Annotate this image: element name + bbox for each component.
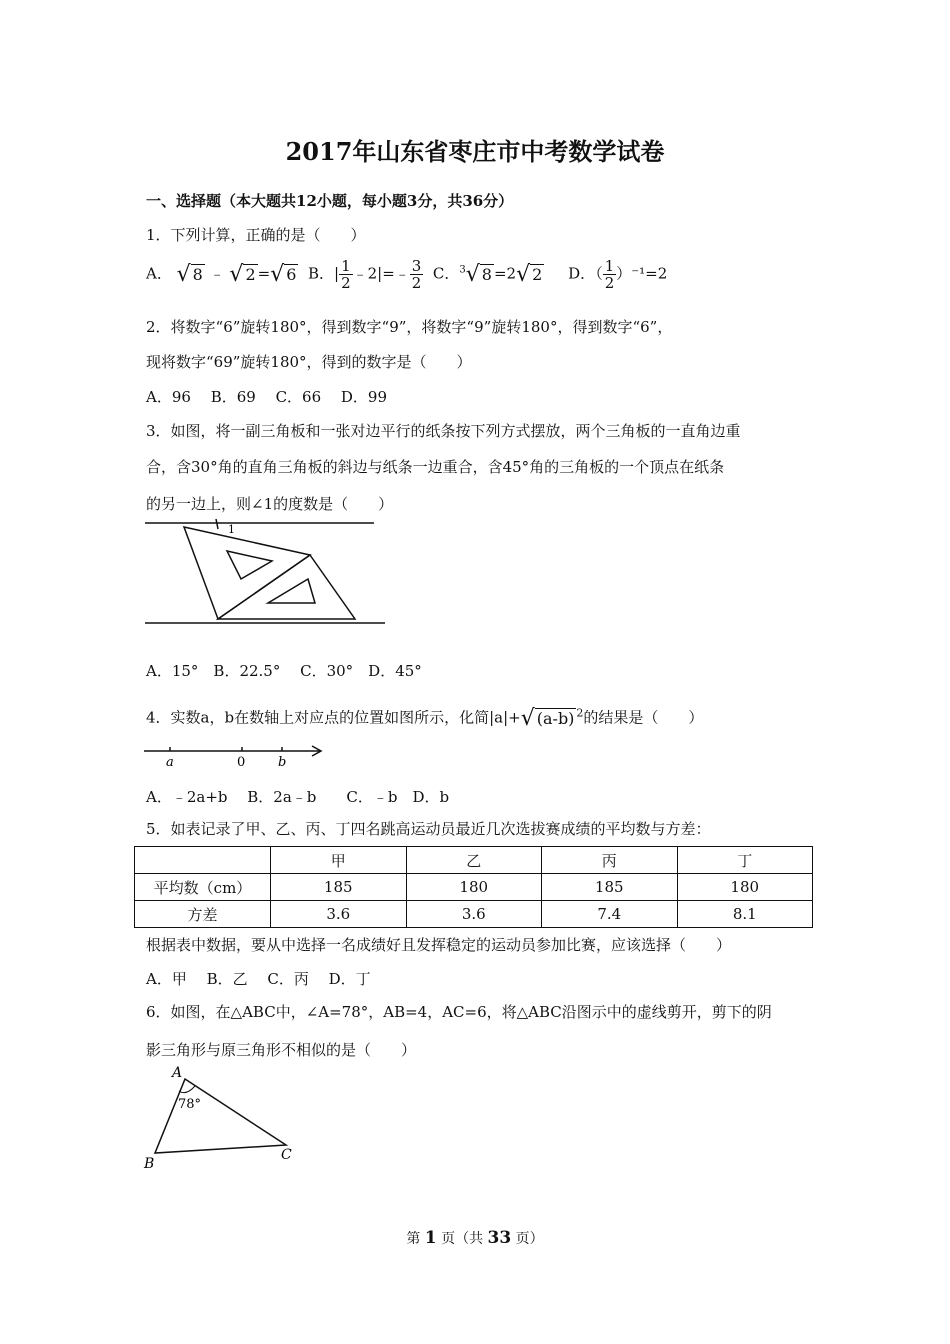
q3-options: A．15° B．22.5° C．30° D．45°	[146, 662, 422, 680]
equals: =	[257, 264, 271, 283]
table-cell: 3.6	[406, 901, 542, 928]
q4-options: A．﹣2a+b B．2a﹣b C．﹣b D．b	[146, 788, 450, 806]
table-header-cell: 丙	[542, 847, 678, 874]
q6-line1: 6．如图，在△ABC中，∠A=78°，AB=4，AC=6，将△ABC沿图示中的虚线剪开，剪下的阴	[146, 1003, 772, 1021]
table-cell: 7.4	[542, 901, 678, 928]
vertex-c-label: C	[281, 1147, 292, 1163]
table-header-cell	[135, 847, 271, 874]
page-number: 1	[424, 1228, 437, 1248]
footer-pre: 第	[406, 1231, 425, 1247]
minus: ﹣	[209, 264, 225, 283]
q6-line2: 影三角形与原三角形不相似的是（ ）	[146, 1041, 417, 1059]
table-cell: 8.1	[677, 901, 813, 928]
table-cell: 方差	[135, 901, 271, 928]
page-title: 2017年山东省枣庄市中考数学试卷	[285, 137, 665, 166]
table-cell: 180	[677, 874, 813, 901]
sqrt-2: √ 2	[229, 262, 256, 287]
q3-line1: 3．如图，将一副三角板和一张对边平行的纸条按下列方式摆放，两个三角板的一直角边重	[146, 422, 741, 440]
vertex-b-label: B	[144, 1156, 155, 1172]
sqrt-a-minus-b-squared: √ (a-b) $^2$	[520, 706, 584, 731]
number-line	[140, 742, 330, 772]
scores-table	[134, 846, 813, 928]
q5-options: A．甲 B．乙 C．丙 D．丁	[146, 970, 371, 988]
table-row	[135, 874, 813, 901]
vertex-a-label: A	[172, 1065, 183, 1081]
sqrt-2-c: √ 2	[516, 262, 543, 287]
table-header-cell: 乙	[406, 847, 542, 874]
fraction-half-d: $\frac{1}{2}$	[604, 257, 615, 292]
table-cell: 平均数（cm）	[135, 874, 271, 901]
q4-stem	[146, 706, 703, 731]
paren-open: （	[595, 264, 603, 283]
q5-stem: 5．如表记录了甲、乙、丙、丁四名跳高运动员最近几次选拔赛成绩的平均数与方差：	[146, 820, 711, 838]
total-pages: 33	[487, 1228, 512, 1248]
q3-figure	[140, 515, 390, 630]
cube-root-index: 3	[459, 264, 466, 276]
origin-label: 0	[237, 755, 246, 770]
fraction-half: $\frac{1}{2}$	[341, 257, 351, 292]
table-cell: 180	[406, 874, 542, 901]
q2-line1: 2．将数字“6”旋转180°，得到数字“9”，将数字“9”旋转180°，得到数字“6”，	[146, 318, 673, 336]
table-header-cell: 丁	[677, 847, 813, 874]
q4-stem-a: 4．实数a，b在数轴上对应点的位置如图所示，化简|a|+	[146, 708, 521, 727]
q1-option-c-label: C．	[432, 264, 460, 283]
footer-mid: 页（共	[436, 1231, 488, 1247]
point-a-label: a	[166, 755, 174, 770]
q1-option-d-label: D．	[568, 264, 596, 283]
q3-line3: 的另一边上，则∠1的度数是（ ）	[146, 495, 394, 513]
q1-options	[146, 258, 667, 291]
table-cell: 3.6	[271, 901, 407, 928]
table-row	[135, 901, 813, 928]
angle-1-label: 1	[228, 523, 235, 536]
triangle-abc-figure	[140, 1062, 310, 1174]
table-cell: 185	[271, 874, 407, 901]
sqrt-6: √ 6	[270, 262, 297, 287]
q1-d-rest: ）⁻¹=2	[616, 264, 668, 283]
section-heading: 一、选择题（本大题共12小题，每小题3分，共36分）	[146, 192, 514, 210]
q4-stem-b: 的结果是（ ）	[583, 708, 704, 727]
q3-line2: 合，含30°角的直角三角板的斜边与纸条一边重合，含45°角的三角板的一个顶点在纸条	[146, 458, 725, 476]
point-b-label: b	[278, 755, 287, 770]
abs-bar: |	[334, 264, 340, 283]
angle-78-label: 78°	[178, 1097, 202, 1112]
q2-options: A．96 B．69 C．66 D．99	[146, 388, 388, 406]
equals-two: =2	[493, 264, 517, 283]
table-header-cell: 甲	[271, 847, 407, 874]
table-header-row	[135, 847, 813, 874]
q1-stem: 1．下列计算，正确的是（ ）	[146, 226, 366, 244]
q2-line2: 现将数字“69”旋转180°，得到的数字是（ ）	[146, 353, 472, 371]
fraction-three-halves: $\frac{3}{2}$	[411, 257, 422, 292]
footer-post: 页）	[511, 1231, 544, 1247]
q1-option-b-label: B．	[307, 264, 335, 283]
q1-option-a-label: A．	[146, 264, 172, 283]
sqrt-8: √ 8	[176, 262, 203, 287]
cbrt-8: √ 8	[465, 262, 492, 287]
q5-after: 根据表中数据，要从中选择一名成绩好且发挥稳定的运动员参加比赛，应该选择（ ）	[146, 936, 732, 954]
table-cell: 185	[542, 874, 678, 901]
q1-b-rest: ﹣2|=﹣	[352, 264, 410, 283]
page-footer	[0, 1228, 950, 1248]
